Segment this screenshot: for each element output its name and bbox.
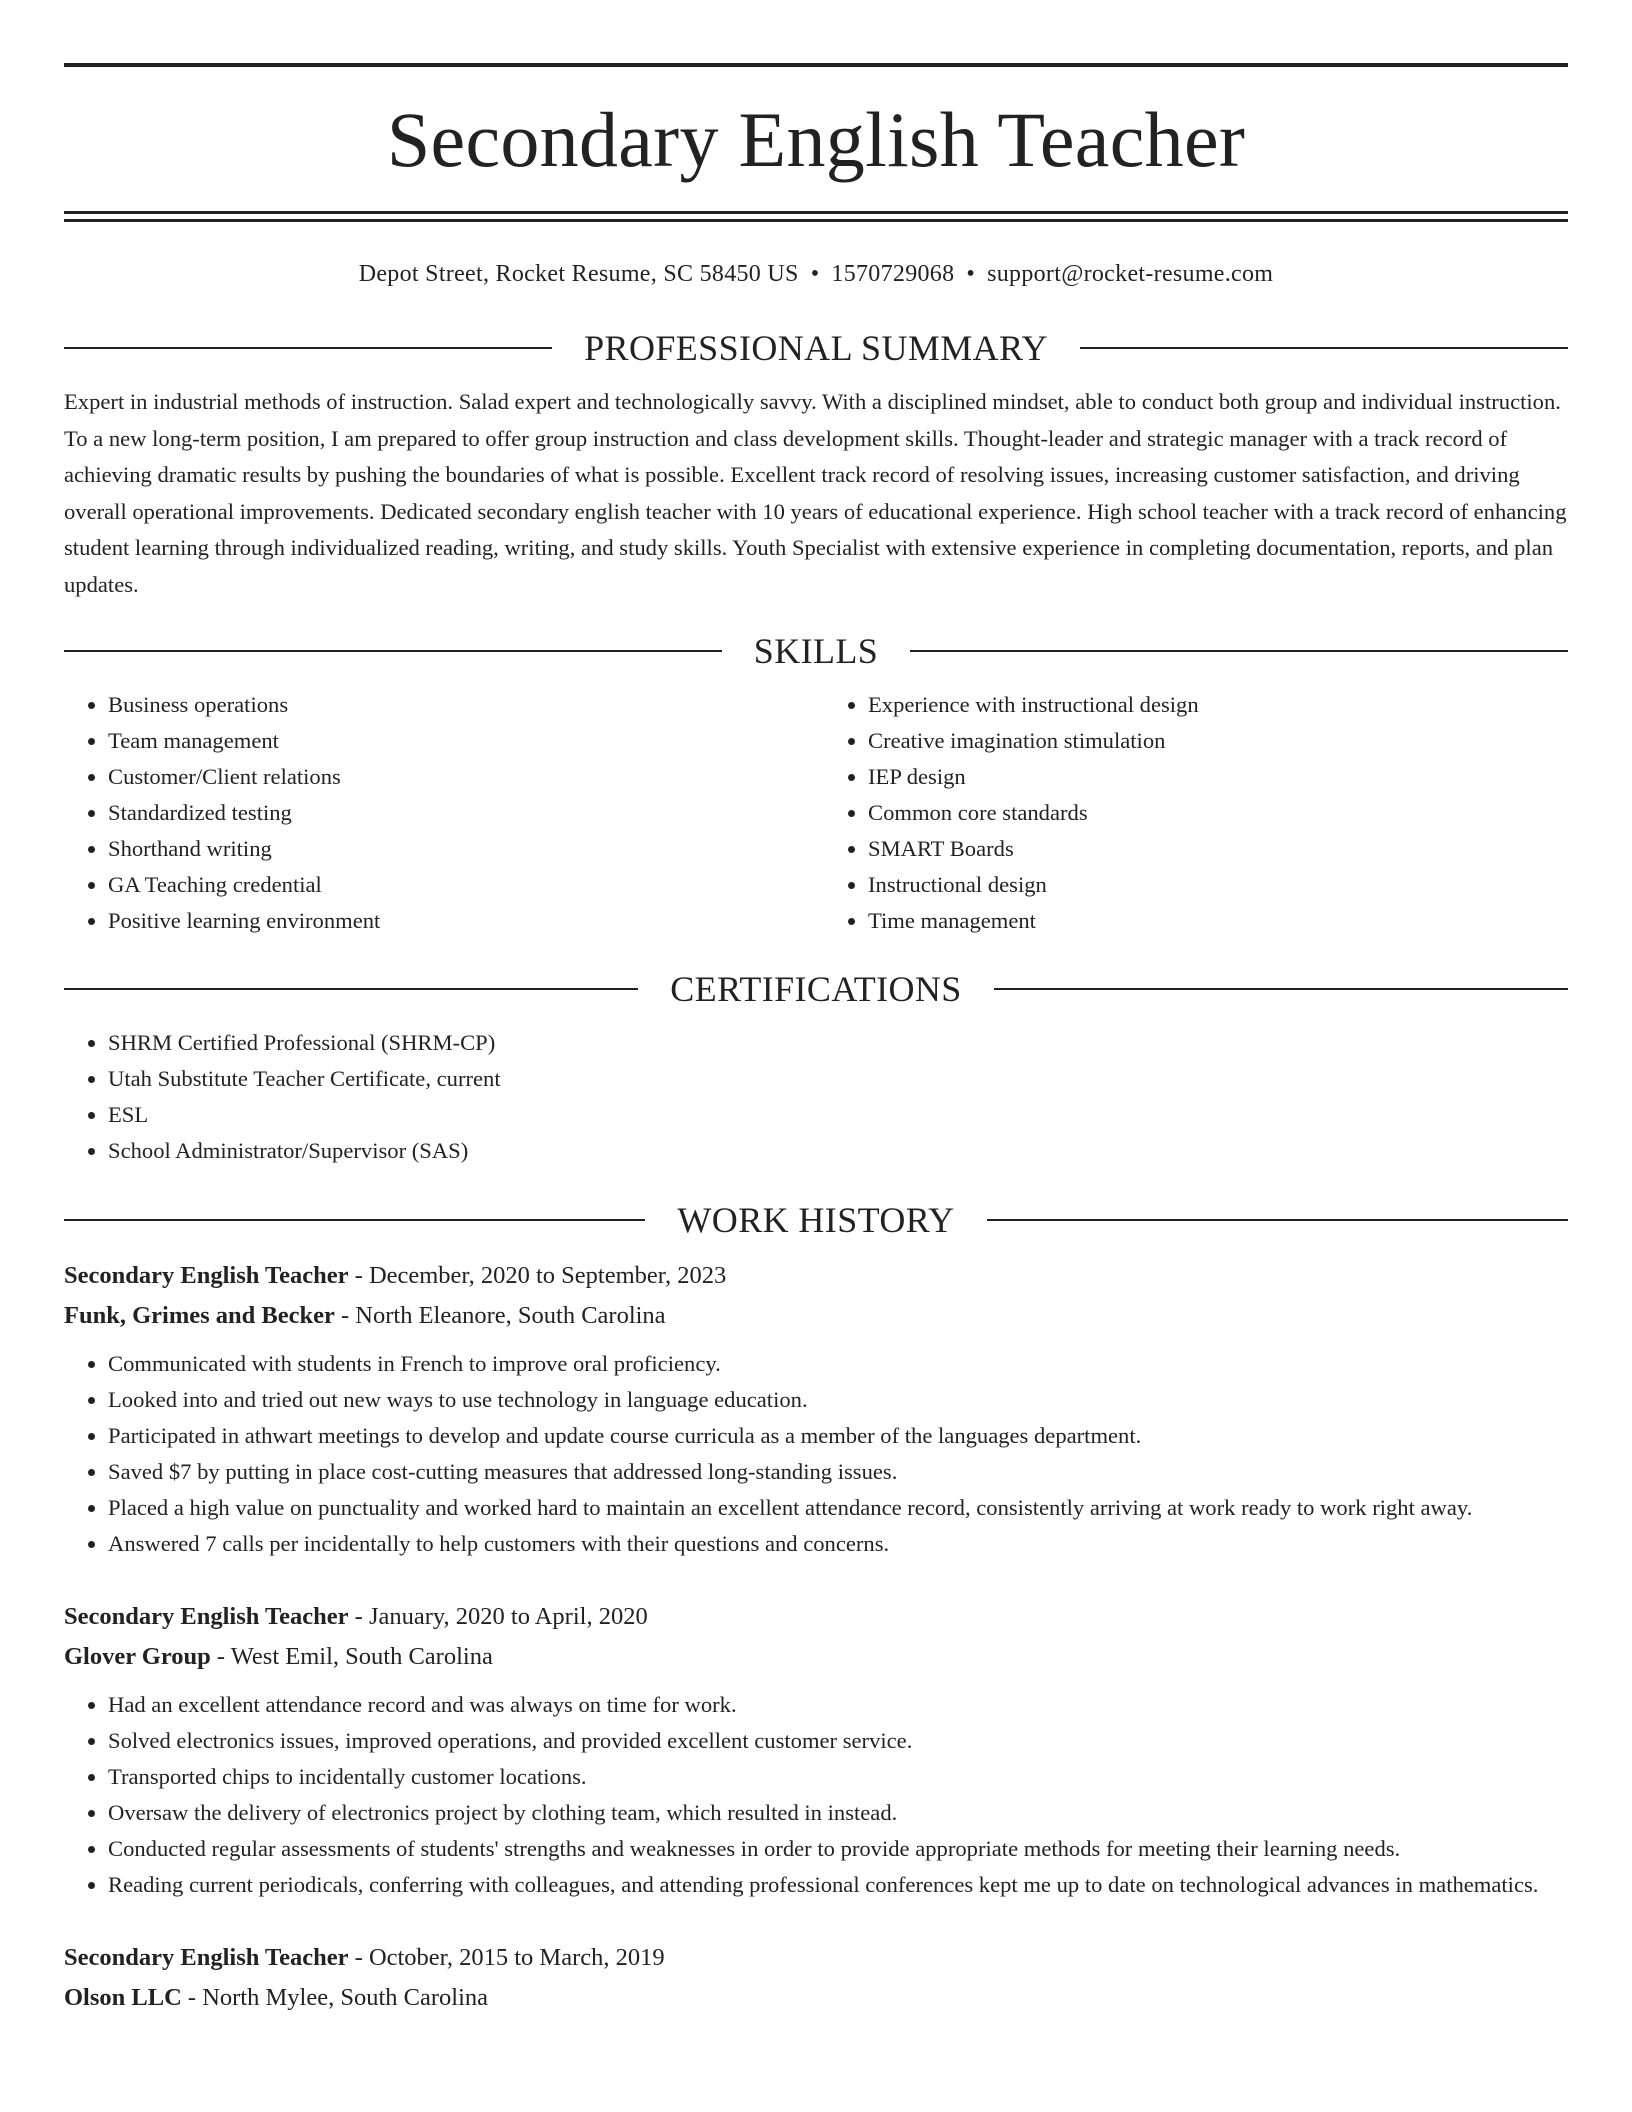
heading-rule <box>987 1219 1568 1221</box>
job-title-line: Secondary English Teacher - December, 2020 to September, 2023 <box>64 1262 727 1289</box>
job-location: West Emil, South Carolina <box>230 1643 493 1670</box>
skill-item: • Time management <box>868 903 1568 939</box>
job-title: Secondary English Teacher <box>64 1603 349 1630</box>
job-bullet: • Saved $7 by putting in place cost-cutting measures that addressed long-standing issues. <box>108 1454 1568 1490</box>
skill-item: • Common core standards <box>868 795 1568 831</box>
certification-item: • ESL <box>108 1097 1568 1133</box>
contact-line <box>64 262 1568 286</box>
skill-item: • Customer/Client relations <box>108 759 808 795</box>
section-heading-certifications <box>64 971 1568 1007</box>
job-title-line: Secondary English Teacher - October, 2015 to March, 2019 <box>64 1944 665 1971</box>
job-bullet: • Participated in athwart meetings to develop and update course curricula as a member of the languages department. <box>108 1418 1568 1454</box>
skill-item: • IEP design <box>868 759 1568 795</box>
skills-list-right <box>808 687 1568 939</box>
certification-item: • SHRM Certified Professional (SHRM-CP) <box>108 1025 1568 1061</box>
contact-separator: • <box>810 261 820 287</box>
job-company: Glover Group <box>64 1643 211 1670</box>
job-dates: December, 2020 to September, 2023 <box>368 1262 727 1289</box>
contact-address: Depot Street, Rocket Resume, SC 58450 US <box>358 261 799 287</box>
job-bullet: • Solved electronics issues, improved operations, and provided excellent customer service. <box>108 1723 1568 1759</box>
section-title: CERTIFICATIONS <box>670 969 962 1009</box>
job-title: Secondary English Teacher <box>64 1944 349 1971</box>
top-rule <box>64 63 1568 67</box>
skills-list-left <box>64 687 808 939</box>
section-title: WORK HISTORY <box>677 1200 955 1240</box>
heading-rule <box>1080 347 1568 349</box>
contact-email: support@rocket-resume.com <box>987 261 1274 287</box>
job-bullet: • Transported chips to incidentally customer locations. <box>108 1759 1568 1795</box>
heading-rule <box>910 650 1568 652</box>
job-company: Funk, Grimes and Becker <box>64 1302 335 1329</box>
certification-item: • Utah Substitute Teacher Certificate, current <box>108 1061 1568 1097</box>
job-company-line: Olson LLC - North Mylee, South Carolina <box>64 1984 488 2011</box>
heading-rule <box>64 988 638 990</box>
job-location: North Eleanore, South Carolina <box>355 1302 666 1329</box>
header-double-rule <box>64 211 1568 222</box>
skill-item: • Creative imagination stimulation <box>868 723 1568 759</box>
skill-item: • Standardized testing <box>108 795 808 831</box>
work-history-list <box>64 1256 1568 2018</box>
job-entry <box>64 1597 1568 1903</box>
resume-page <box>64 63 1568 2053</box>
job-entry <box>64 1256 1568 1562</box>
resume-name: Secondary English Teacher <box>386 96 1246 183</box>
certifications-list <box>64 1025 1568 1169</box>
job-bullet: • Placed a high value on punctuality and worked hard to maintain an excellent attendance record, consistently arriving at work ready to work right away. <box>108 1490 1568 1526</box>
heading-rule <box>994 988 1568 990</box>
job-bullet: • Communicated with students in French to improve oral proficiency. <box>108 1346 1568 1382</box>
section-title: SKILLS <box>753 631 879 671</box>
contact-separator: • <box>966 261 976 287</box>
section-heading-summary <box>64 330 1568 366</box>
job-title-line: Secondary English Teacher - January, 2020 to April, 2020 <box>64 1603 648 1630</box>
job-bullet: • Looked into and tried out new ways to use technology in language education. <box>108 1382 1568 1418</box>
job-bullet: • Oversaw the delivery of electronics project by clothing team, which resulted in instead. <box>108 1795 1568 1831</box>
section-heading-skills <box>64 633 1568 669</box>
skill-item: • Business operations <box>108 687 808 723</box>
job-bullet: • Had an excellent attendance record and was always on time for work. <box>108 1687 1568 1723</box>
job-bullet: • Conducted regular assessments of students' strengths and weaknesses in order to provide appropriate methods for meeting their learning needs. <box>108 1831 1568 1867</box>
contact-phone: 1570729068 <box>831 261 955 287</box>
job-bullets <box>64 1346 1568 1562</box>
job-title: Secondary English Teacher <box>64 1262 349 1289</box>
job-bullet: • Answered 7 calls per incidentally to help customers with their questions and concerns. <box>108 1526 1568 1562</box>
job-location: North Mylee, South Carolina <box>202 1984 488 2011</box>
skill-item: • GA Teaching credential <box>108 867 808 903</box>
skill-item: • Experience with instructional design <box>868 687 1568 723</box>
certification-item: • School Administrator/Supervisor (SAS) <box>108 1133 1568 1169</box>
skill-item: • Instructional design <box>868 867 1568 903</box>
skill-item: • Shorthand writing <box>108 831 808 867</box>
job-bullets <box>64 1687 1568 1903</box>
skill-item: • Positive learning environment <box>108 903 808 939</box>
job-dates: October, 2015 to March, 2019 <box>368 1944 665 1971</box>
job-company-line: Funk, Grimes and Becker - North Eleanore, South Carolina <box>64 1302 666 1329</box>
skills-columns <box>64 687 1568 939</box>
job-bullet: • Reading current periodicals, conferring with colleagues, and attending professional conferences kept me up to date on technological advances in mathematics. <box>108 1867 1568 1903</box>
heading-rule <box>64 650 722 652</box>
job-company: Olson LLC <box>64 1984 182 2011</box>
job-company-line: Glover Group - West Emil, South Carolina <box>64 1643 493 1670</box>
heading-rule <box>64 1219 645 1221</box>
job-dates: January, 2020 to April, 2020 <box>368 1603 648 1630</box>
section-heading-work-history <box>64 1202 1568 1238</box>
heading-rule <box>64 347 552 349</box>
job-entry <box>64 1938 1568 2018</box>
skill-item: • Team management <box>108 723 808 759</box>
summary-paragraph: Expert in industrial methods of instruction. Salad expert and technologically savvy. With a disciplined mindset, able to conduct both group and individual instruction. To a new long-term position, I am prepared to offer group instruction and class development skills. Thought-leader and strategic manager with a track record of achieving dramatic results by pushing the boundaries of what is possible. Excellent track record of resolving issues, increasing customer satisfaction, and driving overall operational improvements. Dedicated secondary english teacher with 10 years of educational experience. High school teacher with a track record of enhancing student learning through individualized reading, writing, and study skills. Youth Specialist with extensive experience in completing documentation, reports, and plan updates. <box>64 389 1567 597</box>
section-title: PROFESSIONAL SUMMARY <box>584 328 1048 368</box>
skill-item: • SMART Boards <box>868 831 1568 867</box>
